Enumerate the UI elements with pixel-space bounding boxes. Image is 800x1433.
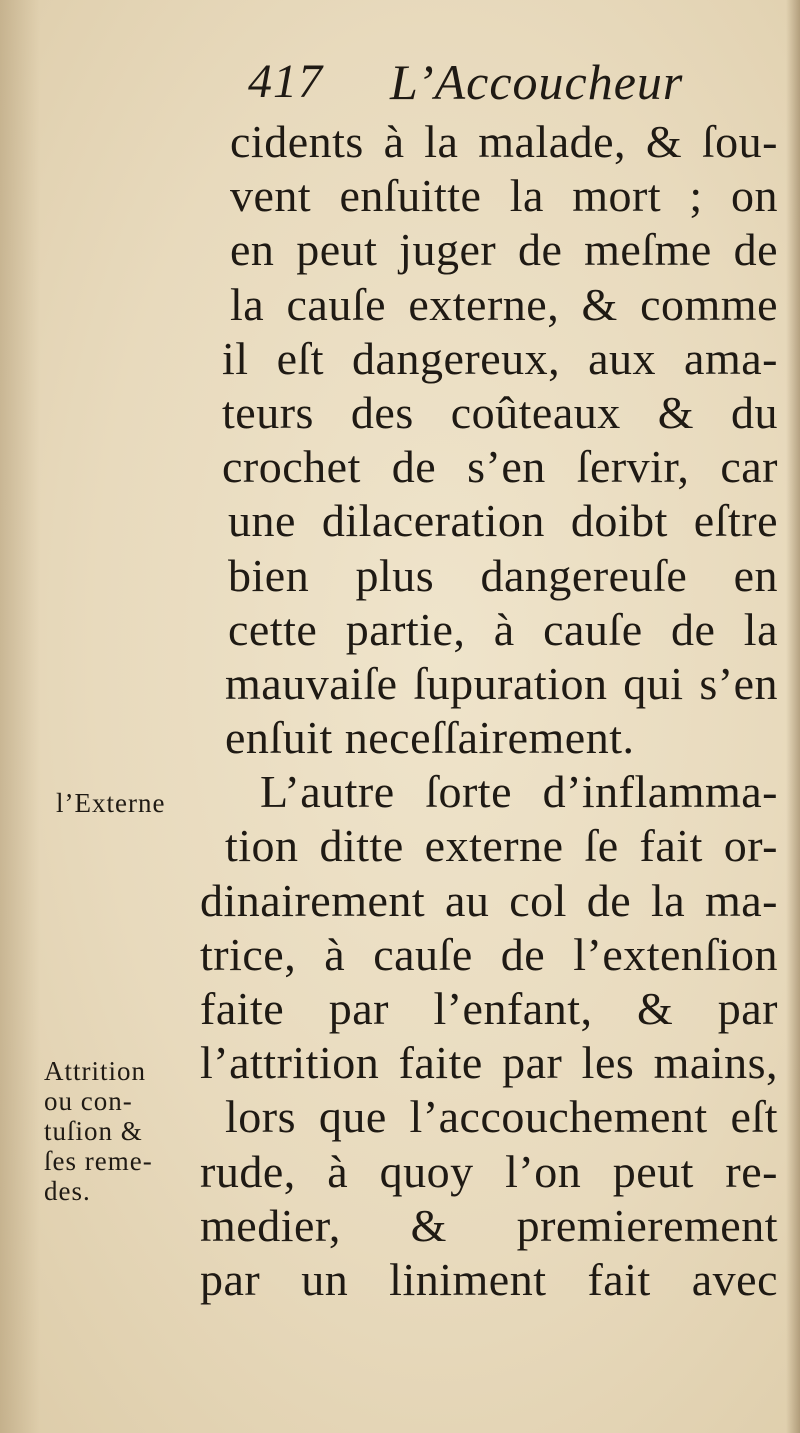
text-line: dinairement au col de la ma- [200, 874, 778, 926]
text-line: mauvaiſe ſupuration qui s’en [225, 657, 778, 709]
text-line: la cauſe externe, & comme [230, 278, 778, 330]
text-line: enſuit neceſſairement. [225, 712, 635, 764]
text-line: L’autre ſorte d’inflamma- [260, 766, 778, 818]
text-line: bien plus dangereuſe en [228, 549, 778, 601]
text-line: teurs des coûteaux & du [222, 386, 778, 438]
margin-note-attrition [44, 1056, 153, 1206]
text-line: en peut juger de meſme de [230, 224, 778, 276]
text-line: rude, à quoy l’on peut re- [200, 1145, 778, 1197]
margin-note-line: ſes reme- [44, 1146, 153, 1176]
margin-note-line: tuſion & [44, 1116, 143, 1146]
text-line: crochet de s’en ſervir, car [222, 441, 778, 493]
text-line: il eſt dangereux, aux ama- [222, 332, 778, 384]
margin-note-line: des. [44, 1176, 91, 1206]
body-text [200, 115, 778, 1307]
page-number: 417 [248, 55, 323, 108]
page-header [240, 52, 710, 112]
text-line: cidents à la malade, & ſou- [230, 116, 778, 167]
page-edge-shadow [786, 0, 800, 1433]
margin-note-line: Attrition [44, 1056, 146, 1086]
text-line: une dilaceration doibt eſtre [228, 495, 778, 547]
margin-note-externe: l’Externe [56, 788, 166, 818]
text-line: faite par l’enfant, & par [200, 983, 778, 1034]
text-line: cette partie, à cauſe de la [228, 603, 778, 655]
text-line: l’attrition faite par les mains, [200, 1037, 778, 1089]
margin-notes [0, 0, 200, 1433]
text-line: trice, à cauſe de l’extenſion [200, 928, 778, 980]
text-line: par un liniment fait avec [200, 1253, 778, 1305]
running-title: L’Accoucheur [390, 54, 684, 110]
margin-note-line: ou con- [44, 1086, 133, 1116]
text-line: tion ditte externe ſe fait or- [225, 820, 778, 872]
text-line: medier, & premierement [200, 1199, 778, 1251]
text-line: vent enſuitte la mort ; on [230, 170, 778, 222]
text-line: lors que l’accouchement eſt [225, 1091, 778, 1143]
